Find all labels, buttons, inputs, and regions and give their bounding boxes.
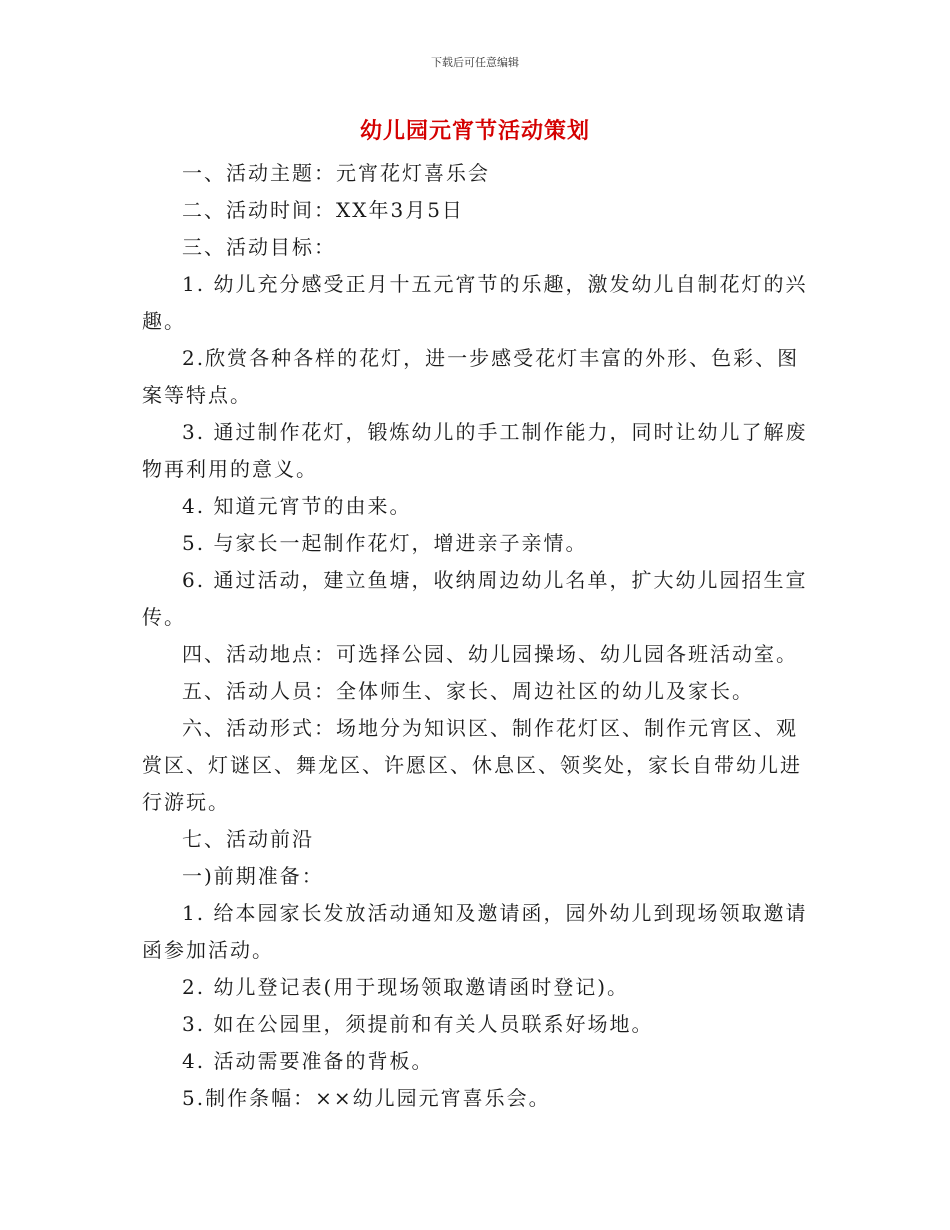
- paragraph: 一)前期准备：: [182, 864, 324, 888]
- paragraph: 4. 活动需要准备的背板。: [182, 1049, 434, 1073]
- paragraph: 五、活动人员：全体师生、家长、周边社区的幼儿及家长。: [182, 679, 754, 703]
- paragraph: 七、活动前沿: [182, 827, 314, 851]
- paragraph: 5. 与家长一起制作花灯，增进亲子亲情。: [182, 531, 588, 555]
- paragraph: 1. 给本园家长发放活动通知及邀请函，园外幼儿到现场领取邀请函参加活动。: [142, 901, 808, 962]
- paragraph: 四、活动地点：可选择公园、幼儿园操场、幼儿园各班活动室。: [182, 642, 798, 666]
- paragraph: 六、活动形式：场地分为知识区、制作花灯区、制作元宵区、观赏区、灯谜区、舞龙区、许愿区、休息区、领奖处，家长自带幼儿进行游玩。: [142, 716, 802, 814]
- paragraph: 5.制作条幅：××幼儿园元宵喜乐会。: [182, 1086, 551, 1110]
- paragraph: 一、活动主题：元宵花灯喜乐会: [182, 161, 490, 185]
- paragraph: 1. 幼儿充分感受正月十五元宵节的乐趣，激发幼儿自制花灯的兴趣。: [142, 272, 808, 333]
- document-body: [142, 155, 810, 1117]
- header-note: 下载后可任意编辑: [431, 56, 519, 69]
- paragraph: 3. 如在公园里，须提前和有关人员联系好场地。: [182, 1012, 654, 1036]
- paragraph: 2. 幼儿登记表(用于现场领取邀请函时登记)。: [182, 975, 630, 999]
- paragraph: 3. 通过制作花灯，锻炼幼儿的手工制作能力，同时让幼儿了解废物再利用的意义。: [142, 420, 808, 481]
- paragraph: 2.欣赏各种各样的花灯，进一步感受花灯丰富的外形、色彩、图案等特点。: [142, 346, 800, 407]
- paragraph: 6. 通过活动，建立鱼塘，收纳周边幼儿名单，扩大幼儿园招生宣传。: [142, 568, 808, 629]
- document-title: 幼儿园元宵节活动策划: [359, 119, 590, 144]
- paragraph: 三、活动目标：: [182, 235, 336, 259]
- paragraph: 二、活动时间：XX年3月5日: [182, 198, 464, 222]
- paragraph: 4. 知道元宵节的由来。: [182, 494, 412, 518]
